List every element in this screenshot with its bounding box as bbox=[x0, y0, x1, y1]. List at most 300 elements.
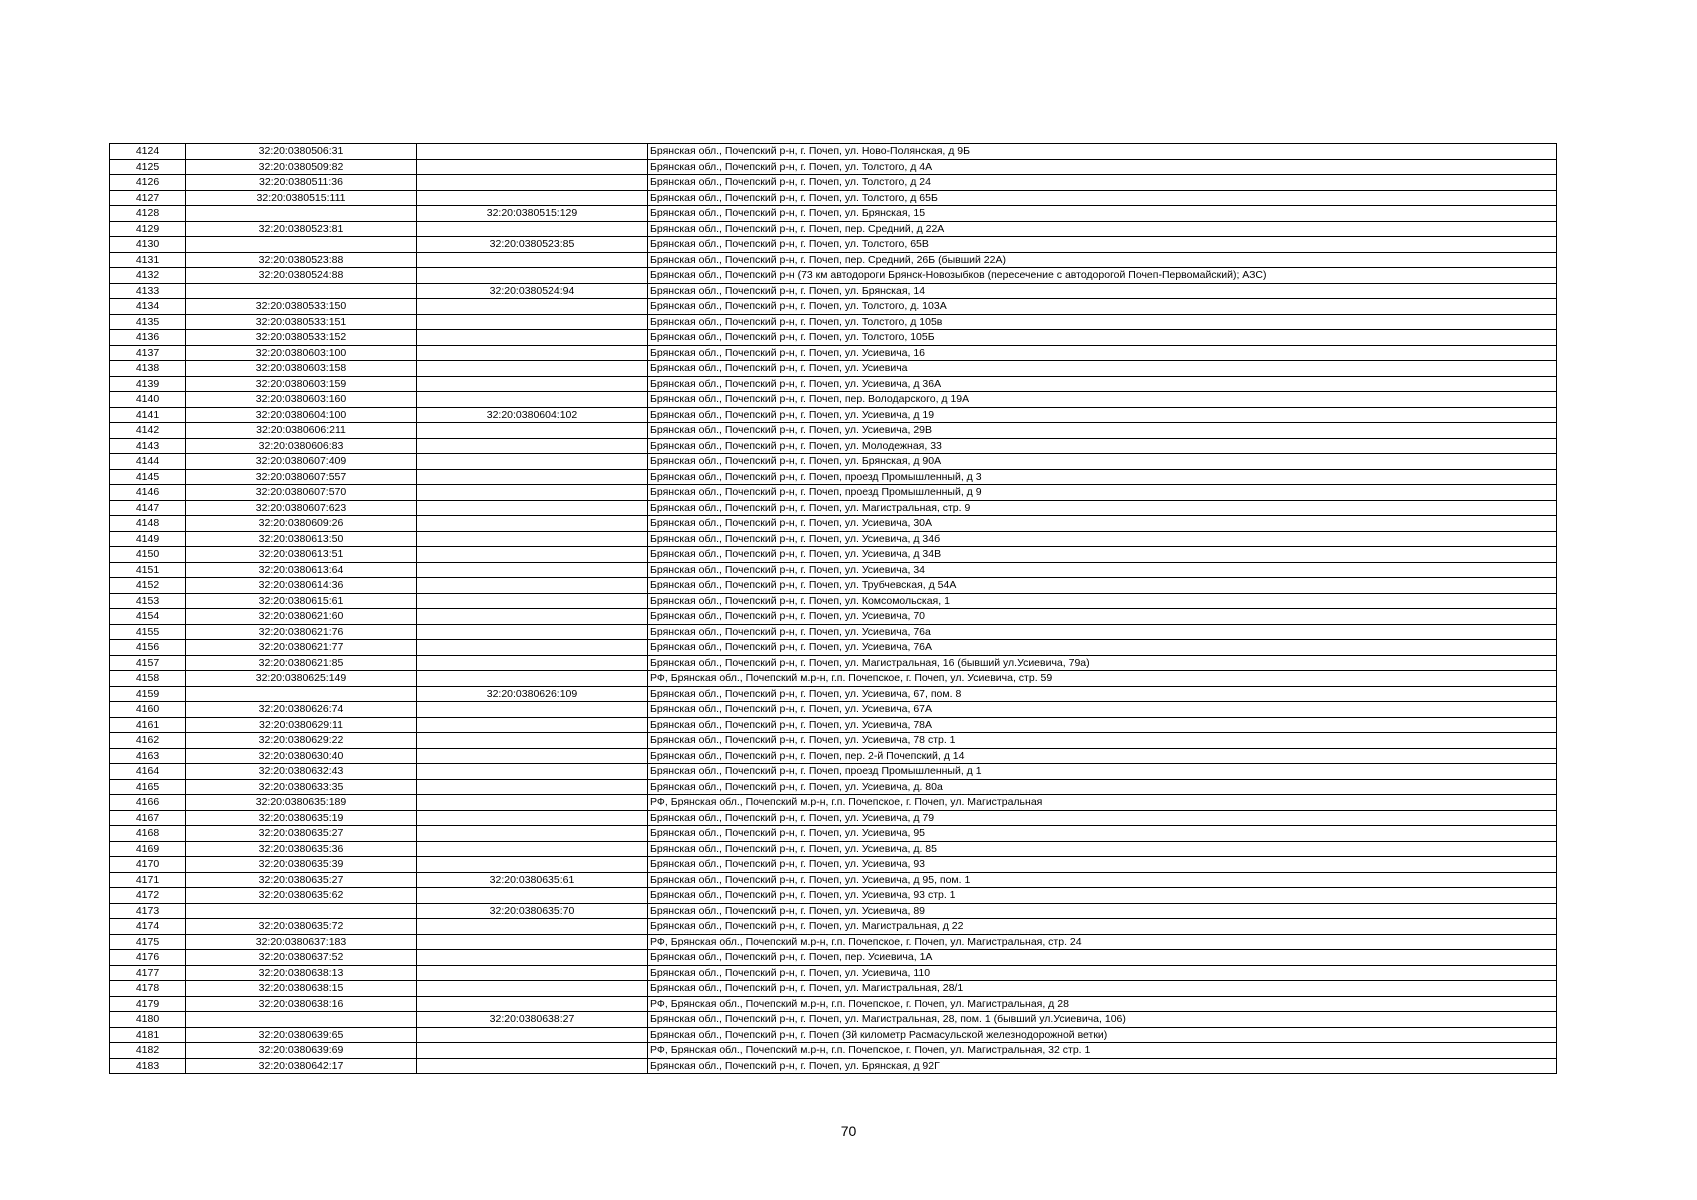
cadastral-number-cell: 32:20:0380621:85 bbox=[186, 655, 417, 671]
table-row bbox=[110, 516, 1557, 532]
cadastral-number-secondary-cell bbox=[417, 748, 648, 764]
row-number-cell: 4136 bbox=[110, 330, 186, 346]
row-number-cell: 4159 bbox=[110, 686, 186, 702]
address-cell: Брянская обл., Почепский р-н, г. Почеп, ул. Ново-Полянская, д 9Б bbox=[648, 144, 1557, 160]
table-row bbox=[110, 547, 1557, 563]
address-cell: Брянская обл., Почепский р-н, г. Почеп, ул. Магистральная, 28/1 bbox=[648, 981, 1557, 997]
cadastral-number-secondary-cell bbox=[417, 531, 648, 547]
cadastral-number-secondary-cell: 32:20:0380626:109 bbox=[417, 686, 648, 702]
address-cell: Брянская обл., Почепский р-н, г. Почеп, ул. Усиевича, 70 bbox=[648, 609, 1557, 625]
cadastral-number-secondary-cell bbox=[417, 624, 648, 640]
row-number-cell: 4131 bbox=[110, 252, 186, 268]
address-cell: РФ, Брянская обл., Почепский м.р-н, г.п. Почепское, г. Почеп, ул. Усиевича, стр. 59 bbox=[648, 671, 1557, 687]
cadastral-number-secondary-cell bbox=[417, 702, 648, 718]
address-cell: Брянская обл., Почепский р-н, г. Почеп, ул. Толстого, д 4А bbox=[648, 159, 1557, 175]
cadastral-number-cell bbox=[186, 686, 417, 702]
row-number-cell: 4168 bbox=[110, 826, 186, 842]
address-cell: Брянская обл., Почепский р-н, г. Почеп, ул. Усиевича, 78 стр. 1 bbox=[648, 733, 1557, 749]
table-row bbox=[110, 299, 1557, 315]
address-cell: Брянская обл., Почепский р-н, г. Почеп, ул. Толстого, д 105в bbox=[648, 314, 1557, 330]
table-row bbox=[110, 438, 1557, 454]
cadastral-number-secondary-cell bbox=[417, 423, 648, 439]
table-row bbox=[110, 717, 1557, 733]
cadastral-number-cell: 32:20:0380632:43 bbox=[186, 764, 417, 780]
address-cell: Брянская обл., Почепский р-н, г. Почеп, ул. Усиевича, 34 bbox=[648, 562, 1557, 578]
cadastral-number-secondary-cell bbox=[417, 144, 648, 160]
row-number-cell: 4158 bbox=[110, 671, 186, 687]
row-number-cell: 4163 bbox=[110, 748, 186, 764]
address-cell: Брянская обл., Почепский р-н, г. Почеп, ул. Магистральная, 16 (бывший ул.Усиевича, 79а) bbox=[648, 655, 1557, 671]
cadastral-number-cell: 32:20:0380638:15 bbox=[186, 981, 417, 997]
cadastral-number-cell: 32:20:0380635:62 bbox=[186, 888, 417, 904]
row-number-cell: 4143 bbox=[110, 438, 186, 454]
table-row bbox=[110, 361, 1557, 377]
property-registry-table bbox=[109, 143, 1557, 1074]
cadastral-number-cell: 32:20:0380604:100 bbox=[186, 407, 417, 423]
cadastral-number-cell: 32:20:0380637:183 bbox=[186, 934, 417, 950]
cadastral-number-cell: 32:20:0380633:35 bbox=[186, 779, 417, 795]
cadastral-number-secondary-cell bbox=[417, 376, 648, 392]
cadastral-number-secondary-cell bbox=[417, 965, 648, 981]
address-cell: РФ, Брянская обл., Почепский м.р-н, г.п. Почепское, г. Почеп, ул. Магистральная, д 28 bbox=[648, 996, 1557, 1012]
cadastral-number-cell: 32:20:0380630:40 bbox=[186, 748, 417, 764]
cadastral-number-secondary-cell bbox=[417, 159, 648, 175]
cadastral-number-cell: 32:20:0380639:69 bbox=[186, 1043, 417, 1059]
address-cell: Брянская обл., Почепский р-н, г. Почеп, ул. Брянская, д 92Г bbox=[648, 1058, 1557, 1074]
table-row bbox=[110, 454, 1557, 470]
address-cell: Брянская обл., Почепский р-н, г. Почеп, ул. Комсомольская, 1 bbox=[648, 593, 1557, 609]
row-number-cell: 4154 bbox=[110, 609, 186, 625]
address-cell: Брянская обл., Почепский р-н, г. Почеп, ул. Толстого, д. 103А bbox=[648, 299, 1557, 315]
row-number-cell: 4127 bbox=[110, 190, 186, 206]
row-number-cell: 4148 bbox=[110, 516, 186, 532]
cadastral-number-cell: 32:20:0380523:81 bbox=[186, 221, 417, 237]
cadastral-number-cell: 32:20:0380635:27 bbox=[186, 872, 417, 888]
cadastral-number-secondary-cell bbox=[417, 345, 648, 361]
table-row bbox=[110, 733, 1557, 749]
cadastral-number-cell: 32:20:0380642:17 bbox=[186, 1058, 417, 1074]
row-number-cell: 4126 bbox=[110, 175, 186, 191]
address-cell: Брянская обл., Почепский р-н, г. Почеп, ул. Усиевича, д. 85 bbox=[648, 841, 1557, 857]
table-row bbox=[110, 407, 1557, 423]
table-row bbox=[110, 981, 1557, 997]
row-number-cell: 4144 bbox=[110, 454, 186, 470]
cadastral-number-secondary-cell: 32:20:0380524:94 bbox=[417, 283, 648, 299]
cadastral-number-secondary-cell bbox=[417, 826, 648, 842]
address-cell: Брянская обл., Почепский р-н, г. Почеп, ул. Усиевича, 78А bbox=[648, 717, 1557, 733]
table-row bbox=[110, 950, 1557, 966]
cadastral-number-secondary-cell: 32:20:0380515:129 bbox=[417, 206, 648, 222]
row-number-cell: 4161 bbox=[110, 717, 186, 733]
cadastral-number-secondary-cell bbox=[417, 578, 648, 594]
cadastral-number-secondary-cell bbox=[417, 454, 648, 470]
row-number-cell: 4137 bbox=[110, 345, 186, 361]
cadastral-number-cell: 32:20:0380603:158 bbox=[186, 361, 417, 377]
row-number-cell: 4183 bbox=[110, 1058, 186, 1074]
table-row bbox=[110, 702, 1557, 718]
cadastral-number-cell: 32:20:0380626:74 bbox=[186, 702, 417, 718]
row-number-cell: 4134 bbox=[110, 299, 186, 315]
cadastral-number-cell: 32:20:0380533:151 bbox=[186, 314, 417, 330]
address-cell: Брянская обл., Почепский р-н, г. Почеп, ул. Усиевича, 93 стр. 1 bbox=[648, 888, 1557, 904]
cadastral-number-secondary-cell bbox=[417, 919, 648, 935]
address-cell: Брянская обл., Почепский р-н, г. Почеп, пер. Усиевича, 1А bbox=[648, 950, 1557, 966]
table-row bbox=[110, 392, 1557, 408]
table-row bbox=[110, 795, 1557, 811]
cadastral-number-cell: 32:20:0380639:65 bbox=[186, 1027, 417, 1043]
table-row bbox=[110, 423, 1557, 439]
row-number-cell: 4146 bbox=[110, 485, 186, 501]
table-row bbox=[110, 578, 1557, 594]
cadastral-number-secondary-cell bbox=[417, 640, 648, 656]
cadastral-number-secondary-cell: 32:20:0380604:102 bbox=[417, 407, 648, 423]
row-number-cell: 4157 bbox=[110, 655, 186, 671]
address-cell: Брянская обл., Почепский р-н, г. Почеп, ул. Усиевича, д 19 bbox=[648, 407, 1557, 423]
cadastral-number-cell: 32:20:0380609:26 bbox=[186, 516, 417, 532]
row-number-cell: 4133 bbox=[110, 283, 186, 299]
table-row bbox=[110, 671, 1557, 687]
table-row bbox=[110, 500, 1557, 516]
table-row bbox=[110, 252, 1557, 268]
cadastral-number-secondary-cell bbox=[417, 841, 648, 857]
table-row bbox=[110, 903, 1557, 919]
address-cell: РФ, Брянская обл., Почепский м.р-н, г.п. Почепское, г. Почеп, ул. Магистральная, 32 стр. 1 bbox=[648, 1043, 1557, 1059]
cadastral-number-cell: 32:20:0380635:39 bbox=[186, 857, 417, 873]
cadastral-number-secondary-cell: 32:20:0380635:61 bbox=[417, 872, 648, 888]
address-cell: Брянская обл., Почепский р-н, г. Почеп, ул. Усиевича, д 34В bbox=[648, 547, 1557, 563]
cadastral-number-cell: 32:20:0380533:152 bbox=[186, 330, 417, 346]
cadastral-number-cell: 32:20:0380603:159 bbox=[186, 376, 417, 392]
cadastral-number-secondary-cell bbox=[417, 252, 648, 268]
cadastral-number-cell: 32:20:0380635:189 bbox=[186, 795, 417, 811]
table-row bbox=[110, 764, 1557, 780]
table-row bbox=[110, 314, 1557, 330]
table-row bbox=[110, 686, 1557, 702]
address-cell: Брянская обл., Почепский р-н, г. Почеп, ул. Усиевича, д. 80а bbox=[648, 779, 1557, 795]
cadastral-number-cell: 32:20:0380509:82 bbox=[186, 159, 417, 175]
table-row bbox=[110, 330, 1557, 346]
address-cell: Брянская обл., Почепский р-н, г. Почеп, ул. Усиевича, 16 bbox=[648, 345, 1557, 361]
table-row bbox=[110, 996, 1557, 1012]
cadastral-number-cell: 32:20:0380635:27 bbox=[186, 826, 417, 842]
row-number-cell: 4173 bbox=[110, 903, 186, 919]
address-cell: Брянская обл., Почепский р-н, г. Почеп, ул. Толстого, д 24 bbox=[648, 175, 1557, 191]
cadastral-number-secondary-cell bbox=[417, 717, 648, 733]
address-cell: Брянская обл., Почепский р-н, г. Почеп, ул. Усиевича, 110 bbox=[648, 965, 1557, 981]
cadastral-number-cell: 32:20:0380638:13 bbox=[186, 965, 417, 981]
row-number-cell: 4129 bbox=[110, 221, 186, 237]
row-number-cell: 4164 bbox=[110, 764, 186, 780]
cadastral-number-cell: 32:20:0380603:160 bbox=[186, 392, 417, 408]
cadastral-number-secondary-cell: 32:20:0380635:70 bbox=[417, 903, 648, 919]
cadastral-number-secondary-cell bbox=[417, 392, 648, 408]
row-number-cell: 4139 bbox=[110, 376, 186, 392]
table-row bbox=[110, 1058, 1557, 1074]
cadastral-number-cell: 32:20:0380524:88 bbox=[186, 268, 417, 284]
row-number-cell: 4155 bbox=[110, 624, 186, 640]
cadastral-number-cell bbox=[186, 283, 417, 299]
row-number-cell: 4149 bbox=[110, 531, 186, 547]
row-number-cell: 4132 bbox=[110, 268, 186, 284]
table-row bbox=[110, 1043, 1557, 1059]
cadastral-number-secondary-cell bbox=[417, 950, 648, 966]
row-number-cell: 4171 bbox=[110, 872, 186, 888]
address-cell: Брянская обл., Почепский р-н, г. Почеп, ул. Молодежная, 33 bbox=[648, 438, 1557, 454]
row-number-cell: 4156 bbox=[110, 640, 186, 656]
table-row bbox=[110, 144, 1557, 160]
address-cell: Брянская обл., Почепский р-н, г. Почеп, ул. Усиевича, 76А bbox=[648, 640, 1557, 656]
address-cell: Брянская обл., Почепский р-н, г. Почеп, ул. Усиевича, 89 bbox=[648, 903, 1557, 919]
cadastral-number-secondary-cell bbox=[417, 655, 648, 671]
address-cell: Брянская обл., Почепский р-н, г. Почеп, ул. Усиевича, 30А bbox=[648, 516, 1557, 532]
row-number-cell: 4180 bbox=[110, 1012, 186, 1028]
table-row bbox=[110, 469, 1557, 485]
table-row bbox=[110, 624, 1557, 640]
table-row bbox=[110, 376, 1557, 392]
cadastral-number-cell: 32:20:0380606:83 bbox=[186, 438, 417, 454]
row-number-cell: 4153 bbox=[110, 593, 186, 609]
cadastral-number-secondary-cell bbox=[417, 795, 648, 811]
row-number-cell: 4166 bbox=[110, 795, 186, 811]
row-number-cell: 4167 bbox=[110, 810, 186, 826]
table-row bbox=[110, 1027, 1557, 1043]
address-cell: Брянская обл., Почепский р-н, г. Почеп, ул. Толстого, д 65Б bbox=[648, 190, 1557, 206]
table-row bbox=[110, 609, 1557, 625]
cadastral-number-cell: 32:20:0380613:51 bbox=[186, 547, 417, 563]
row-number-cell: 4141 bbox=[110, 407, 186, 423]
cadastral-number-cell: 32:20:0380621:60 bbox=[186, 609, 417, 625]
cadastral-number-cell bbox=[186, 1012, 417, 1028]
row-number-cell: 4135 bbox=[110, 314, 186, 330]
cadastral-number-secondary-cell: 32:20:0380523:85 bbox=[417, 237, 648, 253]
row-number-cell: 4162 bbox=[110, 733, 186, 749]
row-number-cell: 4177 bbox=[110, 965, 186, 981]
address-cell: Брянская обл., Почепский р-н, г. Почеп, ул. Трубчевская, д 54А bbox=[648, 578, 1557, 594]
address-cell: Брянская обл., Почепский р-н, г. Почеп, ул. Усиевича, 95 bbox=[648, 826, 1557, 842]
address-cell: Брянская обл., Почепский р-н, г. Почеп, ул. Брянская, 14 bbox=[648, 283, 1557, 299]
table-row bbox=[110, 640, 1557, 656]
table-row bbox=[110, 159, 1557, 175]
cadastral-number-cell: 32:20:0380506:31 bbox=[186, 144, 417, 160]
row-number-cell: 4172 bbox=[110, 888, 186, 904]
cadastral-number-secondary-cell bbox=[417, 671, 648, 687]
cadastral-number-cell: 32:20:0380603:100 bbox=[186, 345, 417, 361]
cadastral-number-secondary-cell bbox=[417, 438, 648, 454]
cadastral-number-cell: 32:20:0380607:557 bbox=[186, 469, 417, 485]
cadastral-number-secondary-cell bbox=[417, 764, 648, 780]
cadastral-number-cell: 32:20:0380629:11 bbox=[186, 717, 417, 733]
row-number-cell: 4151 bbox=[110, 562, 186, 578]
row-number-cell: 4165 bbox=[110, 779, 186, 795]
address-cell: РФ, Брянская обл., Почепский м.р-н, г.п. Почепское, г. Почеп, ул. Магистральная, стр. 24 bbox=[648, 934, 1557, 950]
address-cell: Брянская обл., Почепский р-н, г. Почеп, ул. Усиевича, д 36А bbox=[648, 376, 1557, 392]
cadastral-number-cell: 32:20:0380613:50 bbox=[186, 531, 417, 547]
address-cell: Брянская обл., Почепский р-н, г. Почеп, ул. Усиевича, 93 bbox=[648, 857, 1557, 873]
cadastral-number-cell bbox=[186, 237, 417, 253]
cadastral-number-cell: 32:20:0380607:409 bbox=[186, 454, 417, 470]
row-number-cell: 4160 bbox=[110, 702, 186, 718]
cadastral-number-secondary-cell bbox=[417, 733, 648, 749]
cadastral-number-cell: 32:20:0380635:19 bbox=[186, 810, 417, 826]
address-cell: Брянская обл., Почепский р-н, г. Почеп, ул. Усиевича bbox=[648, 361, 1557, 377]
row-number-cell: 4178 bbox=[110, 981, 186, 997]
cadastral-number-secondary-cell: 32:20:0380638:27 bbox=[417, 1012, 648, 1028]
table-row bbox=[110, 221, 1557, 237]
cadastral-number-cell: 32:20:0380635:36 bbox=[186, 841, 417, 857]
cadastral-number-cell bbox=[186, 206, 417, 222]
cadastral-number-cell: 32:20:0380629:22 bbox=[186, 733, 417, 749]
cadastral-number-secondary-cell bbox=[417, 314, 648, 330]
cadastral-number-secondary-cell bbox=[417, 516, 648, 532]
address-cell: Брянская обл., Почепский р-н, г. Почеп, пер. Средний, 26Б (бывший 22А) bbox=[648, 252, 1557, 268]
cadastral-number-cell: 32:20:0380625:149 bbox=[186, 671, 417, 687]
table-row bbox=[110, 965, 1557, 981]
address-cell: Брянская обл., Почепский р-н, г. Почеп, ул. Усиевича, 29В bbox=[648, 423, 1557, 439]
row-number-cell: 4179 bbox=[110, 996, 186, 1012]
address-cell: Брянская обл., Почепский р-н, г. Почеп, пер. Средний, д 22А bbox=[648, 221, 1557, 237]
address-cell: Брянская обл., Почепский р-н, г. Почеп, проезд Промышленный, д 9 bbox=[648, 485, 1557, 501]
row-number-cell: 4182 bbox=[110, 1043, 186, 1059]
table-row bbox=[110, 872, 1557, 888]
cadastral-number-secondary-cell bbox=[417, 299, 648, 315]
cadastral-number-secondary-cell bbox=[417, 1043, 648, 1059]
cadastral-number-secondary-cell bbox=[417, 981, 648, 997]
table-row bbox=[110, 888, 1557, 904]
row-number-cell: 4170 bbox=[110, 857, 186, 873]
row-number-cell: 4181 bbox=[110, 1027, 186, 1043]
table-row bbox=[110, 748, 1557, 764]
cadastral-number-cell: 32:20:0380635:72 bbox=[186, 919, 417, 935]
address-cell: Брянская обл., Почепский р-н, г. Почеп, ул. Усиевича, д 34б bbox=[648, 531, 1557, 547]
table-row bbox=[110, 190, 1557, 206]
table-row bbox=[110, 841, 1557, 857]
cadastral-number-cell bbox=[186, 903, 417, 919]
address-cell: РФ, Брянская обл., Почепский м.р-н, г.п. Почепское, г. Почеп, ул. Магистральная bbox=[648, 795, 1557, 811]
cadastral-number-secondary-cell bbox=[417, 1058, 648, 1074]
registry-table-body bbox=[110, 144, 1557, 1074]
row-number-cell: 4169 bbox=[110, 841, 186, 857]
cadastral-number-cell: 32:20:0380511:36 bbox=[186, 175, 417, 191]
address-cell: Брянская обл., Почепский р-н, г. Почеп, ул. Брянская, д 90А bbox=[648, 454, 1557, 470]
table-row bbox=[110, 562, 1557, 578]
address-cell: Брянская обл., Почепский р-н, г. Почеп, ул. Толстого, 65В bbox=[648, 237, 1557, 253]
table-row bbox=[110, 934, 1557, 950]
table-row bbox=[110, 810, 1557, 826]
cadastral-number-secondary-cell bbox=[417, 547, 648, 563]
cadastral-number-secondary-cell bbox=[417, 221, 648, 237]
row-number-cell: 4145 bbox=[110, 469, 186, 485]
address-cell: Брянская обл., Почепский р-н, г. Почеп, ул. Магистральная, 28, пом. 1 (бывший ул.Усиевича, 106) bbox=[648, 1012, 1557, 1028]
cadastral-number-secondary-cell bbox=[417, 779, 648, 795]
address-cell: Брянская обл., Почепский р-н, г. Почеп, ул. Брянская, 15 bbox=[648, 206, 1557, 222]
cadastral-number-secondary-cell bbox=[417, 857, 648, 873]
cadastral-number-secondary-cell bbox=[417, 330, 648, 346]
address-cell: Брянская обл., Почепский р-н, г. Почеп, проезд Промышленный, д 1 bbox=[648, 764, 1557, 780]
cadastral-number-secondary-cell bbox=[417, 500, 648, 516]
row-number-cell: 4152 bbox=[110, 578, 186, 594]
row-number-cell: 4130 bbox=[110, 237, 186, 253]
cadastral-number-cell: 32:20:0380638:16 bbox=[186, 996, 417, 1012]
table-row bbox=[110, 593, 1557, 609]
cadastral-number-cell: 32:20:0380607:570 bbox=[186, 485, 417, 501]
cadastral-number-secondary-cell bbox=[417, 268, 648, 284]
cadastral-number-cell: 32:20:0380637:52 bbox=[186, 950, 417, 966]
table-row bbox=[110, 857, 1557, 873]
row-number-cell: 4176 bbox=[110, 950, 186, 966]
table-row bbox=[110, 283, 1557, 299]
table-row bbox=[110, 175, 1557, 191]
cadastral-number-cell: 32:20:0380523:88 bbox=[186, 252, 417, 268]
table-row bbox=[110, 1012, 1557, 1028]
cadastral-number-secondary-cell bbox=[417, 996, 648, 1012]
cadastral-number-cell: 32:20:0380614:36 bbox=[186, 578, 417, 594]
address-cell: Брянская обл., Почепский р-н, г. Почеп, ул. Магистральная, стр. 9 bbox=[648, 500, 1557, 516]
row-number-cell: 4128 bbox=[110, 206, 186, 222]
cadastral-number-secondary-cell bbox=[417, 810, 648, 826]
table-row bbox=[110, 485, 1557, 501]
address-cell: Брянская обл., Почепский р-н, г. Почеп, ул. Магистральная, д 22 bbox=[648, 919, 1557, 935]
table-row bbox=[110, 531, 1557, 547]
cadastral-number-secondary-cell bbox=[417, 190, 648, 206]
row-number-cell: 4138 bbox=[110, 361, 186, 377]
address-cell: Брянская обл., Почепский р-н, г. Почеп, пер. 2-й Почепский, д 14 bbox=[648, 748, 1557, 764]
row-number-cell: 4174 bbox=[110, 919, 186, 935]
cadastral-number-secondary-cell bbox=[417, 888, 648, 904]
table-row bbox=[110, 779, 1557, 795]
row-number-cell: 4175 bbox=[110, 934, 186, 950]
address-cell: Брянская обл., Почепский р-н, г. Почеп, ул. Усиевича, д 79 bbox=[648, 810, 1557, 826]
row-number-cell: 4150 bbox=[110, 547, 186, 563]
table-row bbox=[110, 655, 1557, 671]
cadastral-number-cell: 32:20:0380621:77 bbox=[186, 640, 417, 656]
cadastral-number-cell: 32:20:0380615:61 bbox=[186, 593, 417, 609]
cadastral-number-secondary-cell bbox=[417, 361, 648, 377]
table-row bbox=[110, 919, 1557, 935]
table-row bbox=[110, 345, 1557, 361]
cadastral-number-cell: 32:20:0380607:623 bbox=[186, 500, 417, 516]
cadastral-number-cell: 32:20:0380613:64 bbox=[186, 562, 417, 578]
address-cell: Брянская обл., Почепский р-н (73 км автодороги Брянск-Новозыбков (пересечение с автодорогой Почеп-Первомайский); АЗС) bbox=[648, 268, 1557, 284]
cadastral-number-secondary-cell bbox=[417, 1027, 648, 1043]
cadastral-number-secondary-cell bbox=[417, 609, 648, 625]
cadastral-number-secondary-cell bbox=[417, 934, 648, 950]
address-cell: Брянская обл., Почепский р-н, г. Почеп, ул. Усиевича, 67А bbox=[648, 702, 1557, 718]
cadastral-number-secondary-cell bbox=[417, 562, 648, 578]
cadastral-number-cell: 32:20:0380533:150 bbox=[186, 299, 417, 315]
address-cell: Брянская обл., Почепский р-н, г. Почеп, ул. Усиевича, 67, пом. 8 bbox=[648, 686, 1557, 702]
cadastral-number-secondary-cell bbox=[417, 469, 648, 485]
cadastral-number-cell: 32:20:0380515:111 bbox=[186, 190, 417, 206]
cadastral-number-secondary-cell bbox=[417, 593, 648, 609]
table-row bbox=[110, 206, 1557, 222]
row-number-cell: 4147 bbox=[110, 500, 186, 516]
table-row bbox=[110, 268, 1557, 284]
address-cell: Брянская обл., Почепский р-н, г. Почеп, пер. Володарского, д 19А bbox=[648, 392, 1557, 408]
cadastral-number-cell: 32:20:0380621:76 bbox=[186, 624, 417, 640]
row-number-cell: 4142 bbox=[110, 423, 186, 439]
cadastral-number-cell: 32:20:0380606:211 bbox=[186, 423, 417, 439]
row-number-cell: 4125 bbox=[110, 159, 186, 175]
address-cell: Брянская обл., Почепский р-н, г. Почеп (3й километр Расмасульской железнодорожной ветки) bbox=[648, 1027, 1557, 1043]
address-cell: Брянская обл., Почепский р-н, г. Почеп, ул. Усиевича, д 95, пом. 1 bbox=[648, 872, 1557, 888]
table-row bbox=[110, 826, 1557, 842]
cadastral-number-secondary-cell bbox=[417, 485, 648, 501]
row-number-cell: 4124 bbox=[110, 144, 186, 160]
row-number-cell: 4140 bbox=[110, 392, 186, 408]
address-cell: Брянская обл., Почепский р-н, г. Почеп, проезд Промышленный, д 3 bbox=[648, 469, 1557, 485]
cadastral-number-secondary-cell bbox=[417, 175, 648, 191]
table-row bbox=[110, 237, 1557, 253]
